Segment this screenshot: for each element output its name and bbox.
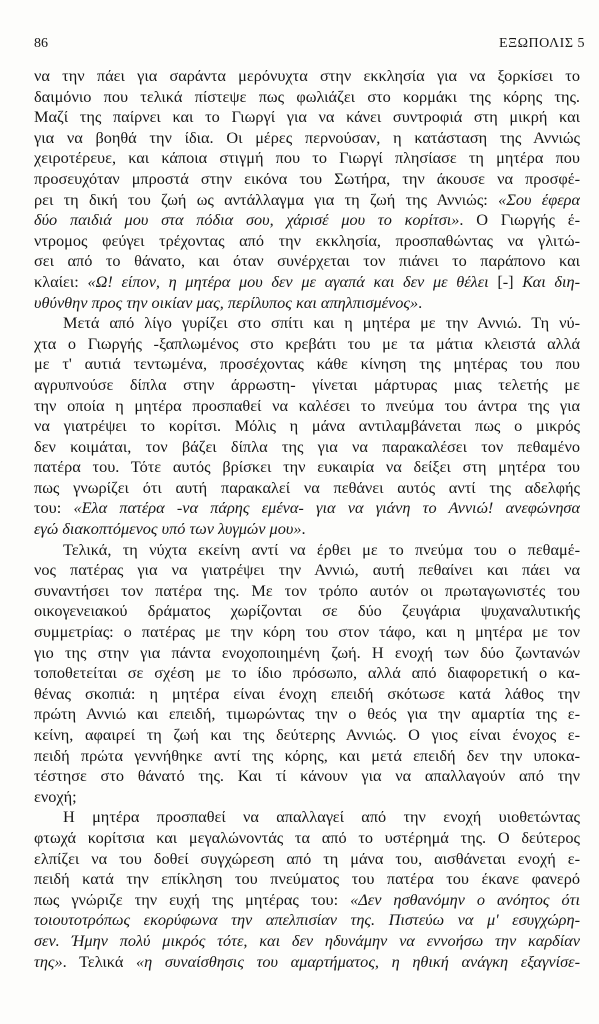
text-segment: γιο της στην για πάντα ενοχοποιημένη ζωή. Η ενοχή των δύο ζωντανών [34, 642, 580, 662]
italic-quote-segment: Και διη- [522, 271, 580, 291]
text-line [34, 519, 580, 540]
text-line [34, 849, 580, 870]
text-line [34, 66, 580, 87]
italic-quote-segment: τοιουτοτρόπως εκορύφωνα την απελπισίαν της. Πιστεύω να μ' εσυγχώρη- [34, 910, 580, 930]
text-line [34, 334, 580, 355]
text-segment: οικογενειακού δράματος χωρίζονται σε δύο ζευγάρια ψυχαναλυτικής [34, 601, 580, 621]
text-segment: προσευχόταν μπροστά στην εικόνα του Σωτήρα, την άκουσε να προσφέ- [34, 168, 580, 188]
text-line [34, 396, 580, 417]
text-segment: Μετά από λίγο γυρίζει στο σπίτι και η μητέρα με την Αννιώ. Τη νύ- [63, 313, 580, 333]
text-line [34, 313, 580, 334]
text-line [34, 478, 580, 499]
text-line [34, 293, 580, 314]
italic-quote-segment: «Δεν ησθανόμην ο ανόητος ότι [350, 889, 580, 909]
text-segment: χτα ο Γιωργής -ξαπλωμένος στο κρεβάτι του με τα μάτια κλειστά αλλά [34, 333, 580, 353]
text-line [34, 169, 580, 190]
text-segment: να την πάει για σαράντα μερόνυχτα στην εκκλησία για να ξορκίσει το [34, 66, 580, 85]
text-segment: ενοχή; [34, 786, 77, 806]
text-line [34, 437, 580, 458]
text-line [34, 560, 580, 581]
text-segment: σει από το θάνατο, και όταν συνέρχεται τον πιάνει το παράπονο και [34, 251, 580, 271]
text-segment: πειδή κατά την επίκληση του πνεύματος του πατέρα του έκανε φανερό [34, 869, 580, 889]
text-segment: συναντήσει τον πατέρα της. Με τον τρόπο αυτόν οι πρωταγωνιστές του [34, 580, 580, 600]
text-segment: πως γνώριζε την ευχή της μητέρας του: [34, 889, 351, 909]
text-segment: χειροτέρευε, και κάποια στιγμή που το Γιωργί πλησίασε τη μητέρα που [34, 148, 580, 168]
text-segment: τοποθετείται σε σχέση με το ίδιο πρόσωπο, αλλά από διαφορετική ο κα- [34, 663, 580, 683]
text-segment: αγρυπνούσε δίπλα στην άρρωστη- γίνεται μάρτυρας μιας τελετής με [34, 374, 580, 394]
text-line [34, 890, 580, 911]
body-text [34, 66, 580, 972]
text-segment: τέστησε στο θάνατό της. Και τί κάνουν για να απαλλαγούν από την [34, 766, 580, 786]
italic-quote-segment: «η συναίσθησις του αμαρτήματος, η ηθική ανάγκη εξαγνίσε- [136, 951, 580, 971]
text-line [34, 952, 580, 973]
text-line [34, 787, 580, 808]
text-segment: Η μητέρα προσπαθεί να απαλλαγεί από την ενοχή υιοθετώντας [63, 807, 580, 827]
text-line [34, 601, 580, 622]
text-segment: για να βοηθά την ίδια. Οι μέρες περνούσαν, η κατάσταση της Αννιώς [34, 127, 580, 147]
text-segment: του: [34, 498, 74, 518]
text-line [34, 272, 580, 293]
text-line [34, 807, 580, 828]
text-segment: . Ο Γιωργής έ- [459, 210, 580, 230]
text-line [34, 704, 580, 725]
text-line [34, 128, 580, 149]
text-segment: συμμετρίας: ο πατέρας με την κόρη του στον τάφο, και η μητέρα με τον [34, 622, 580, 642]
text-line [34, 540, 580, 561]
text-segment: να γιατρέψει το κορίτσι. Μόλις η μάνα αντιλαμβάνεται πως ο μικρός [34, 416, 580, 436]
italic-quote-segment: «Ελα πατέρα -να πάρης εμένα- για να γιάνη το Αννιώ! ανεφώνησα [73, 498, 580, 518]
text-line [34, 375, 580, 396]
text-line [34, 910, 580, 931]
text-line [34, 231, 580, 252]
text-segment: δεν κοιμάται, τον βάζει δίπλα της για να παρακαλέσει τον πεθαμένο [34, 436, 580, 456]
text-segment: [-] [488, 271, 523, 291]
text-line [34, 498, 580, 519]
text-line [34, 828, 580, 849]
text-line [34, 684, 580, 705]
text-line [34, 251, 580, 272]
text-segment: θένας σκοπιά: η μητέρα είναι ένοχη επειδή σκότωσε κατά λάθος την [34, 683, 580, 703]
text-segment: δαιμόνιο που τελικά πίστεψε πως φωλιάζει στο κορμάκι της κόρης της. [34, 86, 580, 106]
text-line [34, 107, 580, 128]
text-segment: . Τελικά [62, 951, 137, 971]
italic-quote-segment: «Ω! είπον, η μητέρα μου δεν με αγαπά και δεν με θέλει [87, 271, 489, 291]
text-segment: . [418, 292, 423, 312]
text-line [34, 746, 580, 767]
running-head: ΕΞΩΠΟΛΙΣ 5 [499, 36, 585, 51]
italic-quote-segment: δύο παιδιά μου στα πόδια σου, χάρισέ μου το κορίτσι» [34, 210, 460, 230]
text-segment: ντρομος φεύγει τρέχοντας από την εκκλησία, προσπαθώντας να γλιτώ- [34, 230, 580, 250]
text-segment: την οποία η μητέρα προσπαθεί να καλέσει το πνεύμα του άντρα της για [34, 395, 580, 415]
text-line [34, 766, 580, 787]
italic-quote-segment: της» [34, 951, 63, 971]
text-line [34, 416, 580, 437]
text-segment: πειδή πρώτα γεννήθηκε αντί της κόρης, και μετά επειδή δεν την υποκα- [34, 745, 580, 765]
text-line [34, 725, 580, 746]
text-segment: Μαζί της παίρνει και το Γιωργί για να κάνει συντροφιά στη μικρή και [34, 107, 580, 127]
italic-quote-segment: σεν. Ήμην πολύ μικρός τότε, και δεν ηδυνάμην να εννοήσω την καρδίαν [34, 930, 580, 950]
text-segment: φτωχά κορίτσια και μεγαλώνοντάς τα από το υστέρημά της. Ο δεύτερος [34, 827, 580, 847]
text-segment: με τ' αυτιά τεντωμένα, προσέχοντας κάθε κίνηση της μητέρας του που [34, 354, 580, 374]
page-header [34, 36, 585, 56]
text-segment: κείνη, αφαιρεί τη ζωή και της δεύτερης Αννιώς. Ο γιος είναι ένοχος ε- [34, 725, 580, 744]
text-line [34, 663, 580, 684]
text-segment: πρώτη Αννιώ και επειδή, τιμωρώντας την ο θεός για την αμαρτία της ε- [34, 704, 580, 724]
text-segment: πως γνωρίζει ότι αυτή παρακαλεί να πεθάνει αυτός αντί της αδελφής [34, 477, 580, 497]
text-line [34, 869, 580, 890]
text-segment: πατέρα του. Τότε αυτός βρίσκει την ευκαιρία να δείξει στη μητέρα του [34, 457, 580, 477]
text-line [34, 87, 580, 108]
text-line [34, 210, 580, 231]
text-line [34, 148, 580, 169]
italic-quote-segment: υθύνθην προς την οικίαν μας, περίλυπος και απηλπισμένος» [34, 292, 419, 312]
text-line [34, 581, 580, 602]
text-line [34, 622, 580, 643]
text-segment: ελπίζει να του δοθεί συγχώρεση από τη μάνα του, αισθάνεται ενοχή ε- [34, 848, 580, 868]
text-segment: κλαίει: [34, 271, 88, 291]
text-line [34, 354, 580, 375]
text-line [34, 190, 580, 211]
italic-quote-segment: «Σου έφερα [498, 189, 580, 209]
page-number: 86 [34, 36, 48, 51]
text-line [34, 643, 580, 664]
text-segment: νος πατέρας για να γιατρέψει την Αννιώ, αυτή πεθαίνει και πάει να [34, 560, 580, 580]
italic-quote-segment: εγώ διακοπτόμενος υπό των λυγμών μου» [34, 519, 302, 539]
text-line [34, 931, 580, 952]
text-line [34, 457, 580, 478]
text-segment: . [301, 519, 306, 539]
text-segment: ρει τη δική του ζωή ως αντάλλαγμα για τη ζωή της Αννιώς: [34, 189, 499, 209]
text-segment: Τελικά, τη νύχτα εκείνη αντί να έρθει με το πνεύμα του ο πεθαμέ- [63, 539, 580, 559]
